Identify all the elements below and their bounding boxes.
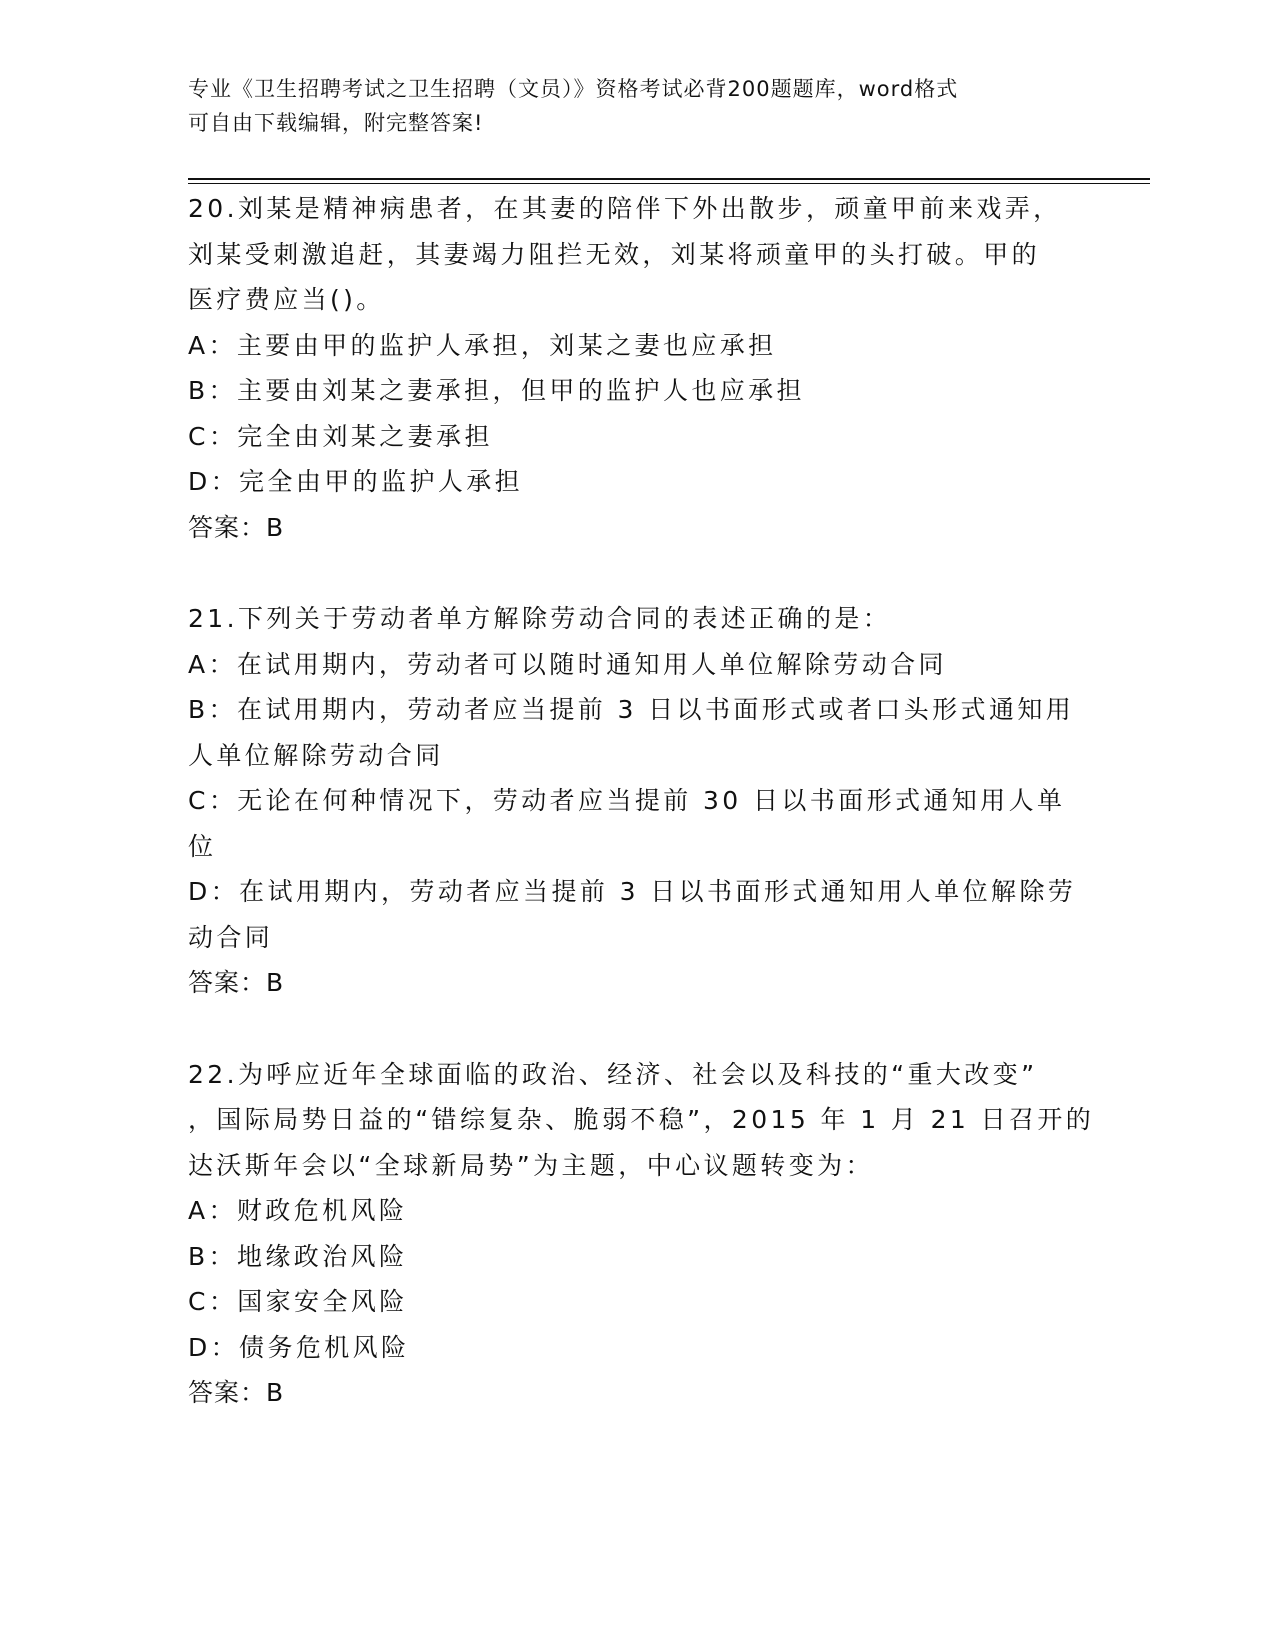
question-stem-line: 医疗费应当()。 — [188, 285, 385, 314]
question-stem-line: 达沃斯年会以“全球新局势”为主题，中心议题转变为： — [188, 1150, 874, 1180]
question-20 — [188, 186, 1088, 550]
question-21 — [188, 596, 1088, 1006]
option-a: A：在试用期内，劳动者可以随时通知用人单位解除劳动合同 — [188, 649, 947, 679]
answer-label: 答案：B — [188, 968, 285, 997]
answer-label: 答案：B — [188, 1378, 285, 1407]
question-22 — [188, 1052, 1095, 1416]
question-spacer — [188, 550, 1088, 596]
question-stem-line: 刘某受刺激追赶，其妻竭力阻拦无效，刘某将顽童甲的头打破。甲的 — [188, 239, 1041, 269]
option-c: C：国家安全风险 — [188, 1287, 408, 1316]
header-line: 专业《卫生招聘考试之卫生招聘（文员）》资格考试必背200题题库，word格式 — [188, 77, 959, 101]
option-c-continued: 位 — [188, 831, 217, 861]
option-d: D：债务危机风险 — [188, 1332, 410, 1362]
header-divider-thin — [188, 183, 1150, 184]
question-stem-line: 20.刘某是精神病患者，在其妻的陪伴下外出散步，顽童甲前来戏弄， — [188, 194, 1062, 223]
option-c: C：无论在何种情况下，劳动者应当提前 30 日以书面形式通知用人单 — [188, 786, 1066, 815]
question-stem-line: 21.下列关于劳动者单方解除劳动合同的表述正确的是： — [188, 604, 892, 633]
question-list — [188, 186, 1095, 1416]
option-a: A：主要由甲的监护人承担，刘某之妻也应承担 — [188, 330, 777, 360]
header-divider-thick — [188, 178, 1150, 180]
question-stem-line: 22.为呼应近年全球面临的政治、经济、社会以及科技的“重大改变” — [188, 1059, 1038, 1089]
option-d: D：在试用期内，劳动者应当提前 3 日以书面形式通知用人单位解除劳 — [188, 877, 1077, 906]
option-b: B：地缘政治风险 — [188, 1241, 408, 1271]
option-b: B：主要由刘某之妻承担，但甲的监护人也应承担 — [188, 376, 805, 405]
question-stem-line: ，国际局势日益的“错综复杂、脆弱不稳”，2015 年 1 月 21 日召开的 — [188, 1105, 1095, 1134]
option-c: C：完全由刘某之妻承担 — [188, 421, 493, 451]
answer-label: 答案：B — [188, 512, 285, 542]
document-header — [188, 72, 1088, 140]
option-d: D：完全由甲的监护人承担 — [188, 467, 524, 496]
option-b-continued: 人单位解除劳动合同 — [188, 740, 444, 770]
question-spacer — [188, 1006, 1088, 1052]
option-d-continued: 动合同 — [188, 922, 274, 952]
header-line: 可自由下载编辑，附完整答案! — [188, 111, 484, 135]
option-b: B：在试用期内，劳动者应当提前 3 日以书面形式或者口头形式通知用 — [188, 695, 1075, 724]
option-a: A：财政危机风险 — [188, 1196, 408, 1225]
